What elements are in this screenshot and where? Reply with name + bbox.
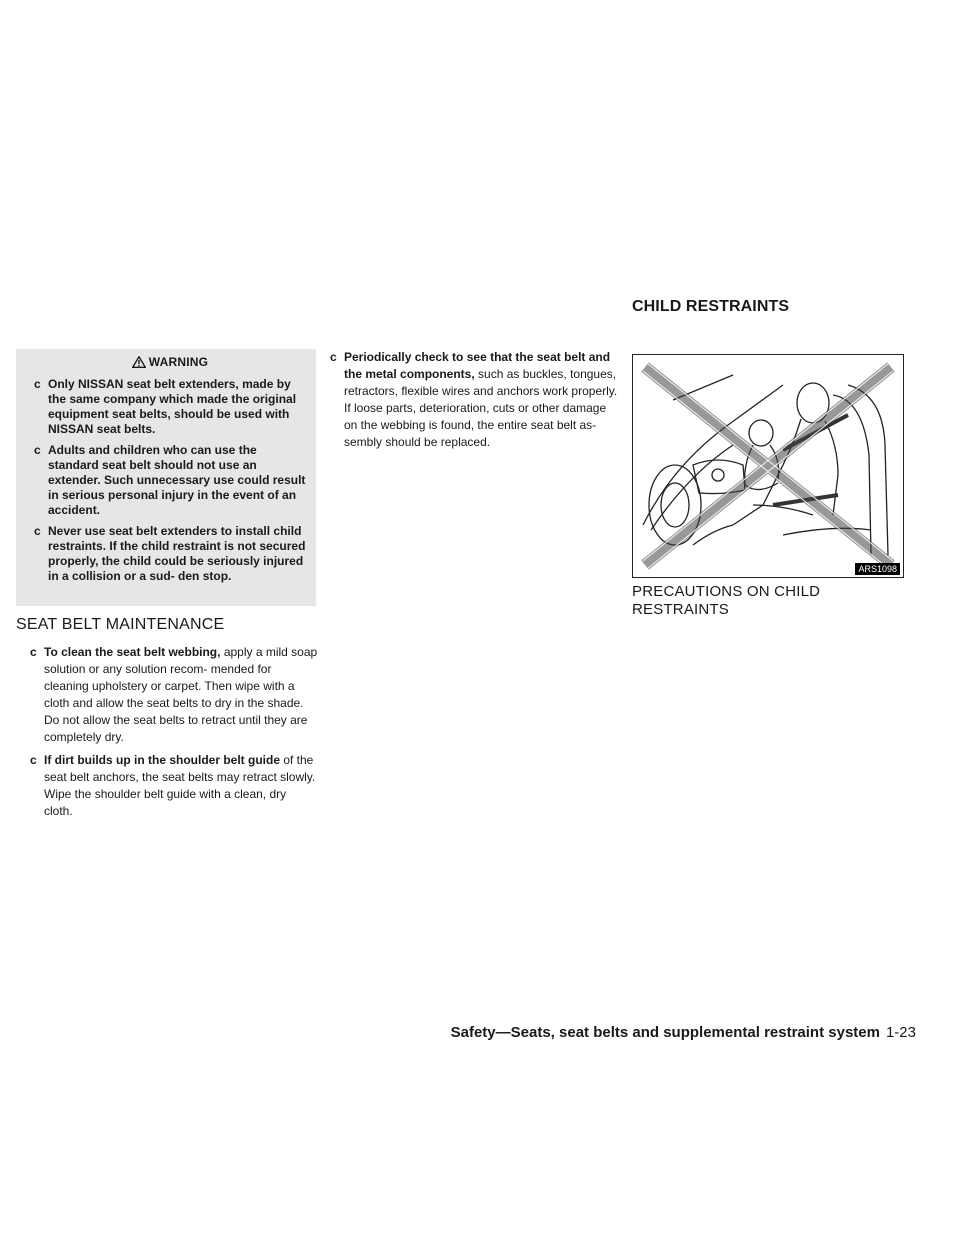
maintenance-item-lead: To clean the seat belt webbing, — [44, 645, 221, 659]
bullet-marker: c — [34, 377, 41, 391]
maintenance-item — [30, 644, 318, 746]
warning-triangle-icon — [132, 356, 146, 368]
maintenance-item-text: apply a mild soap solution or any solution recom- mended for cleaning upholstery or carpet. Then wipe with a cloth and allow the seat belts to dry in the shade. Do not allow the seat belts to retract until they are completely dry. — [44, 645, 318, 744]
warning-list — [34, 377, 306, 584]
bullet-marker: c — [30, 753, 37, 767]
warning-item-text: Never use seat belt extenders to install child restraints. If the child restraint is not secured properly, the child could be seriously injured in a collision or a sud- den stop. — [48, 524, 306, 583]
section-title: CHILD RESTRAINTS — [632, 298, 790, 315]
bullet-marker: c — [330, 350, 337, 364]
inspection-item-text: such as buckles, tongues, retractors, flexible wires and anchors work properly. If loose parts, deterioration, cuts or other damage on the webbing is found, the entire seat belt as- sembly should be replaced. — [344, 367, 618, 449]
figure-code: ARS1098 — [855, 563, 900, 575]
warning-item — [34, 443, 306, 518]
maintenance-item-lead: If dirt builds up in the shoulder belt guide — [44, 753, 280, 767]
page-footer — [396, 1024, 916, 1041]
warning-item — [34, 524, 306, 584]
warning-header — [34, 355, 306, 369]
warning-item-text: Only NISSAN seat belt extenders, made by the same company which made the original equipment seat belts, should be used with NISSAN seat belts. — [48, 377, 297, 436]
precautions-heading: PRECAUTIONS ON CHILD RESTRAINTS — [632, 583, 821, 618]
maintenance-item-text: of the seat belt anchors, the seat belts may retract slowly. Wipe the shoulder belt guide with a clean, dry cloth. — [44, 753, 316, 818]
bullet-marker: c — [30, 645, 37, 659]
footer-title: Safety—Seats, seat belts and supplemental restraint system — [450, 1024, 880, 1041]
inspection-list — [330, 349, 620, 457]
bullet-marker: c — [34, 443, 41, 457]
page-number: 1-23 — [885, 1024, 916, 1041]
warning-item — [34, 377, 306, 437]
maintenance-list — [30, 644, 318, 826]
illustration-drawing — [633, 355, 903, 577]
warning-item-text: Adults and children who can use the standard seat belt should not use an extender. Such unnecessary use could result in serious personal injury in the event of an accident. — [48, 443, 306, 517]
warning-box — [16, 349, 316, 606]
child-restraint-illustration — [632, 354, 904, 578]
inspection-item — [330, 349, 620, 451]
maintenance-heading: SEAT BELT MAINTENANCE — [16, 616, 225, 633]
bullet-marker: c — [34, 524, 41, 538]
inspection-item-lead: Periodically check to see that the seat belt and the metal components, — [344, 350, 611, 381]
warning-title: WARNING — [148, 355, 209, 369]
maintenance-item — [30, 752, 318, 820]
